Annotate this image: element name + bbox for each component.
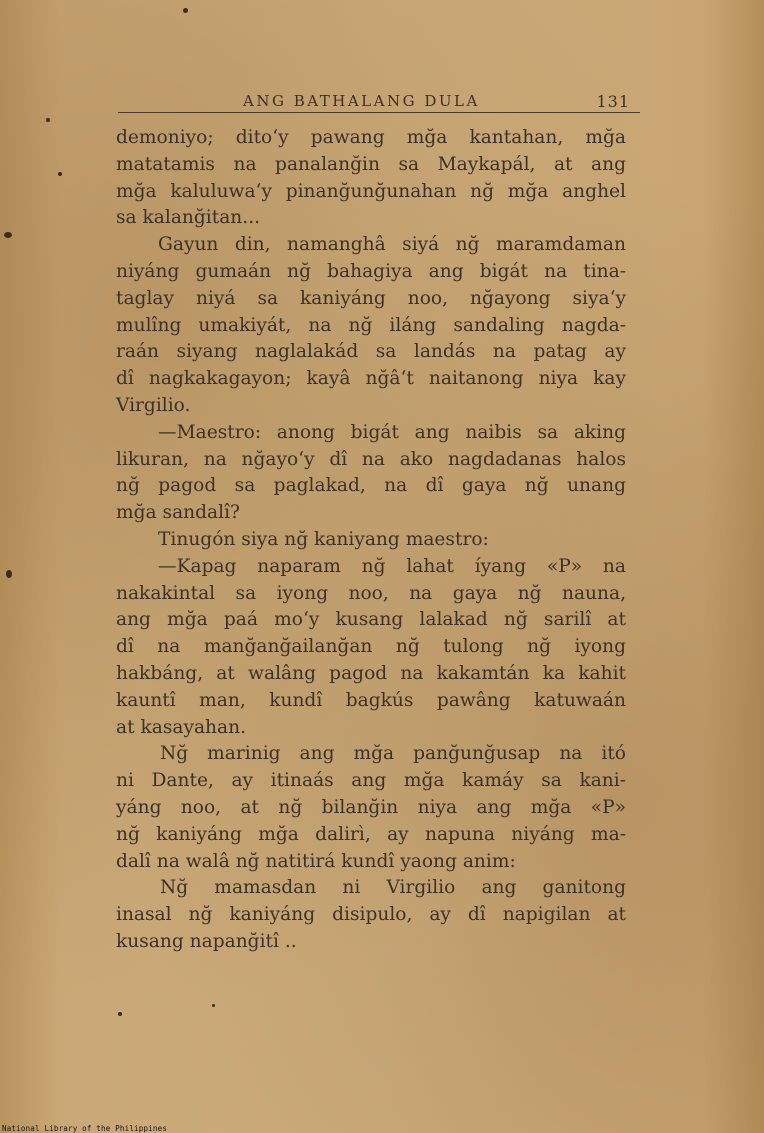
- ink-speck: [118, 1012, 122, 1016]
- text-line: Tinugón siya nğ kaniyang maestro:: [158, 528, 489, 550]
- text-line: Gayun din, namanghâ siyá nğ maramdaman: [158, 234, 626, 256]
- text-line: ang mğa paá mo‘y kusang lalakad nğ sarilî at: [116, 609, 626, 631]
- library-credit: National Library of the Philippines: [2, 1124, 168, 1133]
- text-line: ni Dante, ay itinaás ang mğa kamáy sa kani-: [116, 770, 626, 792]
- ink-speck: [6, 570, 12, 578]
- ink-speck: [46, 118, 50, 122]
- text-line: —Kapag naparam nğ lahat íyang «P» na: [158, 555, 626, 577]
- text-line: nakakintal sa iyong noo, na gaya nğ nauna,: [116, 582, 626, 604]
- header-rule: [118, 112, 640, 113]
- text-line: inasal nğ kaniyáng disipulo, ay dî napigilan at: [116, 904, 626, 926]
- text-line: likuran, na nğayo‘y dî na ako nagdadanas halos: [116, 448, 626, 470]
- running-title: ANG BATHALANG DULA: [243, 92, 480, 110]
- text-line: raán siyang naglalakád sa landás na patag ay: [116, 341, 626, 363]
- text-line: mğa sandalî?: [116, 502, 240, 524]
- text-line: dî na manğanğailanğan nğ tulong nğ iyong: [116, 636, 626, 658]
- text-line: matatamis na panalanğin sa Maykapál, at ang: [116, 153, 626, 175]
- page-number: 131: [596, 92, 630, 111]
- text-line: Nğ mamasdan ni Virgilio ang ganitong: [160, 877, 626, 899]
- text-line: Virgilio.: [116, 394, 191, 416]
- text-line: sa kalanğitan...: [116, 207, 261, 229]
- text-line: hakbáng, at walâng pagod na kakamtán ka kahit: [116, 662, 626, 684]
- text-line: niyáng gumaán nğ bahagiya ang bigát na tina-: [116, 260, 626, 282]
- ink-speck: [4, 232, 12, 238]
- text-line: nğ pagod sa paglakad, na dî gaya nğ unang: [116, 475, 626, 497]
- text-line: —Maestro: anong bigát ang naibis sa aking: [158, 421, 626, 443]
- running-header: [118, 92, 640, 116]
- text-line: at kasayahan.: [116, 716, 246, 738]
- text-line: yáng noo, at nğ bilanğin niya ang mğa «P»: [116, 796, 626, 818]
- text-line: dalî na walâ nğ natitirá kundî yaong anim:: [116, 850, 516, 872]
- text-line: mğa kaluluwa‘y pinanğunğunahan nğ mğa anghel: [116, 180, 626, 202]
- ink-speck: [183, 8, 188, 13]
- text-line: taglay niyá sa kaniyáng noo, nğayong siya‘y: [116, 287, 626, 309]
- body-text: [116, 125, 626, 956]
- text-line: nğ kaniyáng mğa dalirì, ay napuna niyáng ma-: [116, 823, 626, 845]
- text-line: kauntî man, kundî bagkús pawâng katuwaán: [116, 689, 626, 711]
- ink-speck: [212, 1004, 215, 1007]
- text-line: Nğ marinig ang mğa panğunğusap na itó: [160, 743, 626, 765]
- text-line: dî nagkakagayon; kayâ nğâ‘t naitanong niya kay: [116, 368, 626, 390]
- text-line: demoniyo; dito‘y pawang mğa kantahan, mğa: [116, 127, 626, 148]
- text-line: mulîng umakiyát, na nğ iláng sandaling nagda-: [116, 314, 626, 336]
- ink-speck: [58, 172, 62, 176]
- text-line: kusang napanğitî ..: [116, 930, 297, 952]
